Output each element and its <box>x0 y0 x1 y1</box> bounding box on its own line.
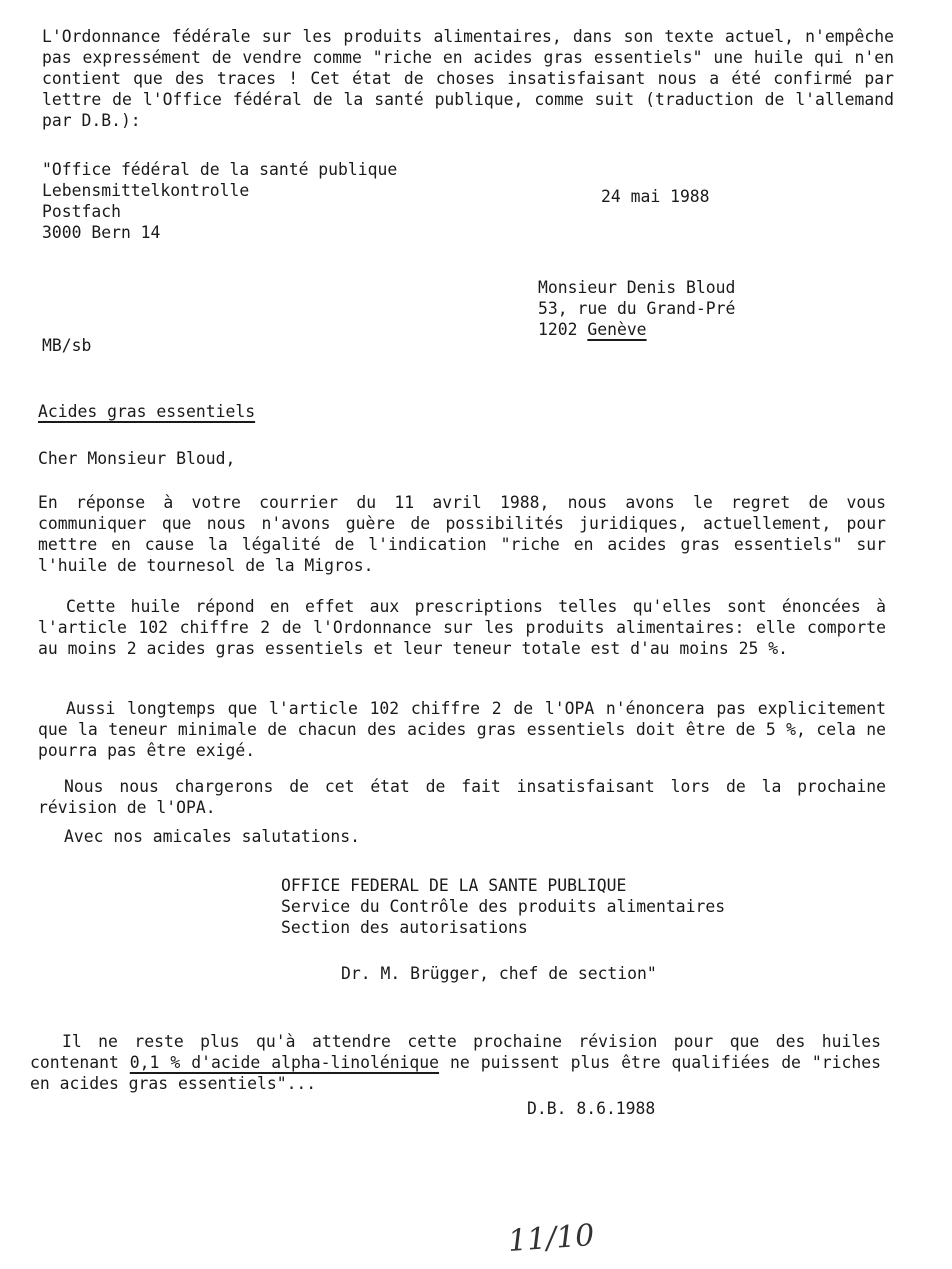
subject-line: Acides gras essentiels <box>38 402 256 421</box>
recipient-postcode: 1202 <box>538 320 588 339</box>
body-paragraph-2: Cette huile répond en effet aux prescriptions telles qu'elles sont énoncées à l'article 102 chiffre 2 de l'Ordonnance sur les produits alimentaires: elle comporte au moins 2 acides gras essentiels et leur teneur totale est d'au moins 25 %. <box>38 597 886 658</box>
signature-service: Service du Contrôle des produits alimentaires <box>281 897 726 916</box>
sender-address <box>42 159 397 243</box>
conclusion-text-before: Il ne reste plus qu'à attendre cette prochaine révision pour que des huiles contenant <box>30 1032 881 1072</box>
conclusion-paragraph <box>30 1031 881 1094</box>
sender-line-3: Postfach <box>42 202 121 221</box>
salutation: Cher Monsieur Bloud, <box>38 449 236 468</box>
body-paragraph-1: En réponse à votre courrier du 11 avril 1988, nous avons le regret de vous communiquer que nous n'avons guère de possibilités juridiques, actuellement, pour mettre en cause la légalité de l'indication "riche en acides gras essentiels" sur l'huile de tournesol de la Migros. <box>38 493 886 575</box>
recipient-name: Monsieur Denis Bloud <box>538 278 736 297</box>
letter-date: 24 mai 1988 <box>601 187 710 206</box>
conclusion-text-after: ne puissent plus être qualifiées de "riches en acides gras essentiels"... <box>30 1053 881 1093</box>
reference-code: MB/sb <box>42 336 92 355</box>
body-paragraph-3: Aussi longtemps que l'article 102 chiffre 2 de l'OPA n'énoncera pas explicitement que la teneur minimale de chacun des acides gras essentiels doit être de 5 %, cela ne pourra pas être exigé. <box>38 699 886 760</box>
sender-line-2: Lebensmittelkontrolle <box>42 181 250 200</box>
body-paragraph-4: Nous nous chargerons de cet état de fait insatisfaisant lors de la prochaine révision de l'OPA. <box>38 777 886 817</box>
intro-paragraph: L'Ordonnance fédérale sur les produits alimentaires, dans son texte actuel, n'empêche pas expressément de vendre comme "riche en acides gras essentiels" une huile qui n'en contient que des traces ! Cet état de choses insatisfaisant nous a été confirmé par lettre de l'Office fédéral de la santé publique, comme suit (traduction de l'allemand par D.B.): <box>42 27 894 130</box>
recipient-street: 53, rue du Grand-Pré <box>538 299 736 318</box>
sender-line-4: 3000 Bern 14 <box>42 223 161 242</box>
page-number: 11/10 <box>506 1218 596 1259</box>
author-date: D.B. 8.6.1988 <box>527 1099 656 1118</box>
conclusion-highlight: 0,1 % d'acide alpha-linolénique <box>129 1053 440 1072</box>
recipient-address <box>538 277 735 340</box>
signature-block <box>281 875 725 938</box>
closing-formula: Avec nos amicales salutations. <box>64 827 361 846</box>
signature-section: Section des autorisations <box>281 918 528 937</box>
recipient-city-line <box>538 319 735 340</box>
sender-line-1: "Office fédéral de la santé publique <box>42 160 398 179</box>
recipient-city: Genève <box>587 320 647 339</box>
signature-signer: Dr. M. Brügger, chef de section" <box>341 964 657 983</box>
signature-org: OFFICE FEDERAL DE LA SANTE PUBLIQUE <box>281 876 627 895</box>
